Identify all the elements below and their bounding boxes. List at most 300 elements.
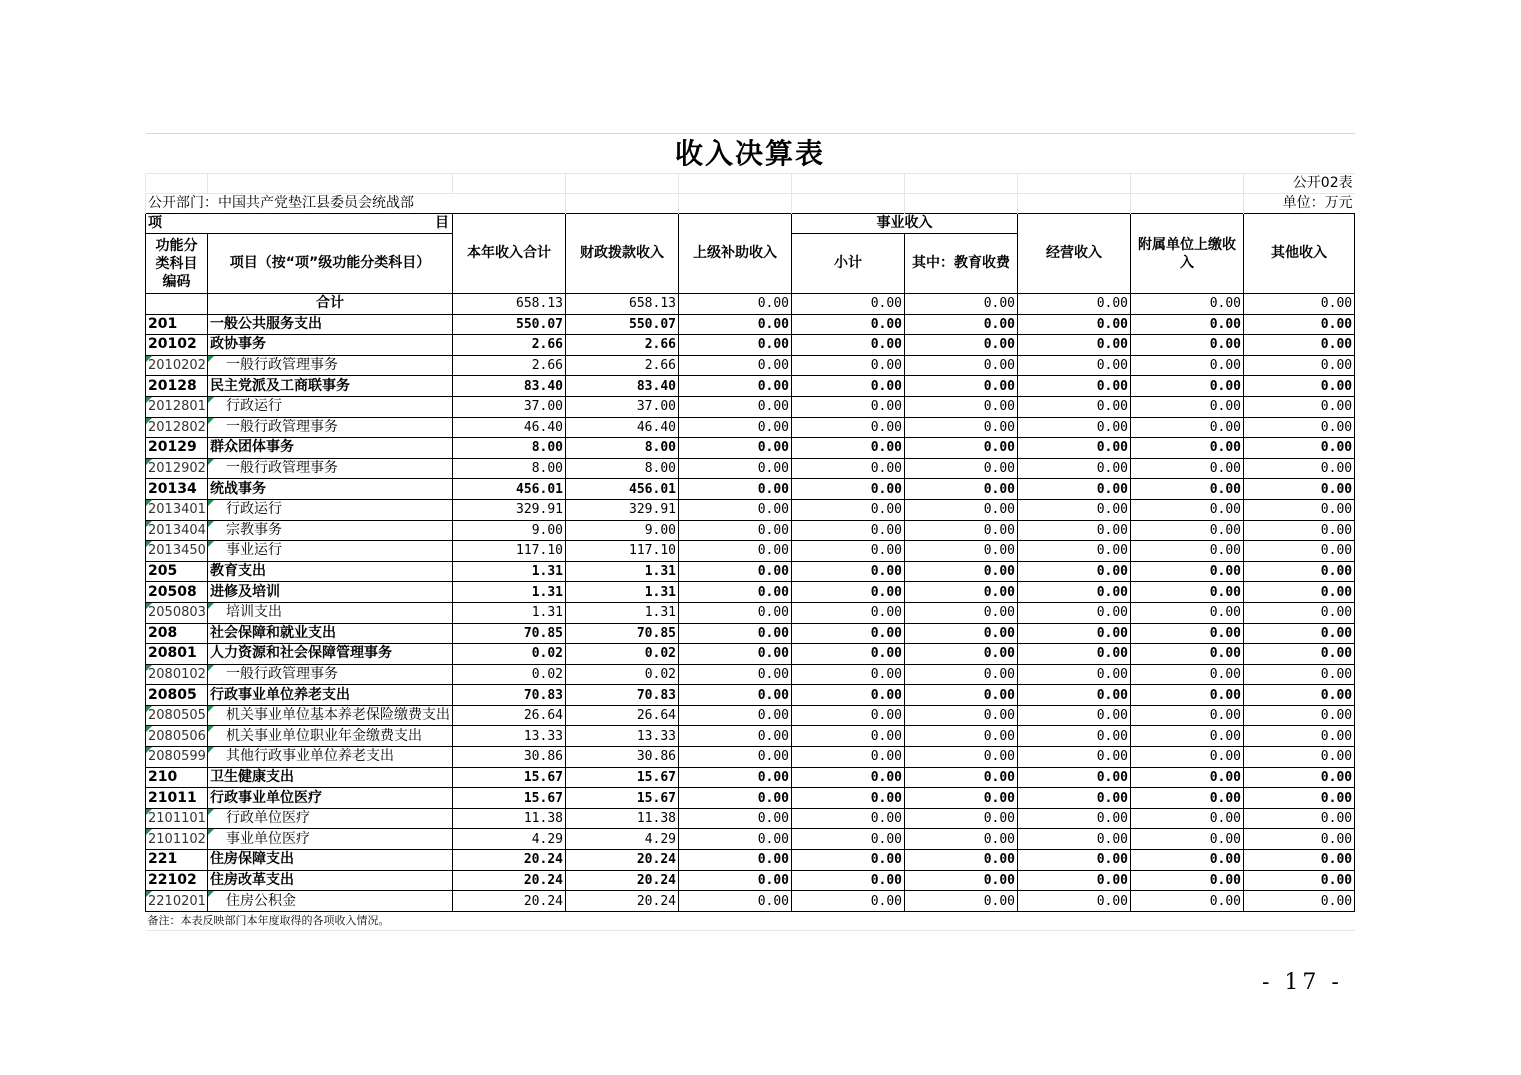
table-title: 收入决算表 xyxy=(146,134,1355,174)
row-value: 0.00 xyxy=(1244,417,1355,438)
table-row xyxy=(146,314,1355,335)
row-code: 20102 xyxy=(146,335,208,356)
row-value: 37.00 xyxy=(566,396,679,417)
row-value: 0.00 xyxy=(905,417,1018,438)
row-value: 0.00 xyxy=(905,747,1018,768)
row-value: 0.00 xyxy=(792,479,905,500)
row-value: 1.31 xyxy=(453,582,566,603)
row-value: 0.02 xyxy=(453,644,566,665)
row-value: 0.00 xyxy=(1244,664,1355,685)
row-value: 658.13 xyxy=(453,294,566,315)
row-value: 83.40 xyxy=(453,376,566,397)
row-name: 住房保障支出 xyxy=(208,850,453,871)
row-value: 0.00 xyxy=(1244,747,1355,768)
row-value: 0.00 xyxy=(905,582,1018,603)
row-value: 0.00 xyxy=(1244,891,1355,912)
row-value: 0.00 xyxy=(792,829,905,850)
row-code: 2012802 xyxy=(146,417,208,438)
table-row xyxy=(146,479,1355,500)
row-value: 0.00 xyxy=(792,314,905,335)
row-name: 宗教事务 xyxy=(208,520,453,541)
table-row xyxy=(146,623,1355,644)
table-row xyxy=(146,602,1355,623)
row-code: 2080506 xyxy=(146,726,208,747)
row-value: 0.00 xyxy=(679,582,792,603)
row-value: 658.13 xyxy=(566,294,679,315)
row-name: 人力资源和社会保障管理事务 xyxy=(208,644,453,665)
row-code: 201 xyxy=(146,314,208,335)
row-value: 0.00 xyxy=(679,294,792,315)
table-body xyxy=(146,294,1355,912)
row-value: 46.40 xyxy=(453,417,566,438)
row-name: 事业运行 xyxy=(208,541,453,562)
row-value: 70.85 xyxy=(566,623,679,644)
table-row xyxy=(146,438,1355,459)
table-row xyxy=(146,355,1355,376)
income-statement-sheet xyxy=(145,133,1354,931)
row-value: 0.00 xyxy=(905,561,1018,582)
row-value: 0.00 xyxy=(1018,747,1131,768)
table-header xyxy=(146,214,1355,294)
row-value: 0.00 xyxy=(792,623,905,644)
row-value: 0.00 xyxy=(679,314,792,335)
row-name: 住房公积金 xyxy=(208,891,453,912)
row-value: 0.00 xyxy=(905,644,1018,665)
table-row xyxy=(146,870,1355,891)
row-name: 机关事业单位基本养老保险缴费支出 xyxy=(208,705,453,726)
row-value: 0.00 xyxy=(1018,294,1131,315)
row-value: 0.00 xyxy=(1131,335,1244,356)
row-value: 0.02 xyxy=(566,664,679,685)
table-row xyxy=(146,335,1355,356)
table-row xyxy=(146,767,1355,788)
row-value: 70.83 xyxy=(453,685,566,706)
row-value: 0.00 xyxy=(905,705,1018,726)
row-value: 0.00 xyxy=(905,314,1018,335)
row-value: 15.67 xyxy=(453,767,566,788)
row-value: 0.00 xyxy=(905,870,1018,891)
row-value: 0.00 xyxy=(792,664,905,685)
row-value: 0.00 xyxy=(1131,376,1244,397)
row-name: 合计 xyxy=(208,294,453,315)
header-operating: 经营收入 xyxy=(1018,214,1131,294)
row-value: 0.00 xyxy=(1018,664,1131,685)
table-row xyxy=(146,644,1355,665)
income-table xyxy=(145,133,1355,931)
row-value: 0.00 xyxy=(1131,747,1244,768)
row-value: 1.31 xyxy=(566,602,679,623)
page-number: - 17 - xyxy=(1262,970,1343,995)
table-row xyxy=(146,582,1355,603)
row-name: 机关事业单位职业年金缴费支出 xyxy=(208,726,453,747)
row-value: 0.00 xyxy=(905,396,1018,417)
row-code: 22102 xyxy=(146,870,208,891)
row-value: 0.00 xyxy=(792,747,905,768)
row-name: 一般行政管理事务 xyxy=(208,458,453,479)
row-value: 0.00 xyxy=(1018,767,1131,788)
row-name: 教育支出 xyxy=(208,561,453,582)
row-value: 0.00 xyxy=(905,499,1018,520)
row-value: 456.01 xyxy=(566,479,679,500)
row-value: 70.85 xyxy=(453,623,566,644)
table-row xyxy=(146,396,1355,417)
row-value: 0.00 xyxy=(1131,396,1244,417)
row-code: 2080599 xyxy=(146,747,208,768)
header-total: 本年收入合计 xyxy=(453,214,566,294)
row-value: 0.00 xyxy=(679,541,792,562)
row-code: 2210201 xyxy=(146,891,208,912)
row-value: 20.24 xyxy=(566,891,679,912)
row-value: 0.00 xyxy=(1244,767,1355,788)
row-value: 0.00 xyxy=(905,376,1018,397)
row-code: 20134 xyxy=(146,479,208,500)
row-code: 2013404 xyxy=(146,520,208,541)
row-value: 0.00 xyxy=(1244,788,1355,809)
row-code: 205 xyxy=(146,561,208,582)
row-value: 0.02 xyxy=(566,644,679,665)
row-value: 0.00 xyxy=(1131,891,1244,912)
row-value: 0.00 xyxy=(1244,561,1355,582)
row-code: 20801 xyxy=(146,644,208,665)
row-value: 26.64 xyxy=(453,705,566,726)
row-value: 0.00 xyxy=(1244,396,1355,417)
row-value: 0.00 xyxy=(1244,726,1355,747)
row-value: 0.00 xyxy=(1244,602,1355,623)
row-value: 0.00 xyxy=(905,891,1018,912)
row-value: 20.24 xyxy=(566,870,679,891)
header-other: 其他收入 xyxy=(1244,214,1355,294)
table-note: 备注：本表反映部门本年度取得的各项收入情况。 xyxy=(146,911,1355,930)
row-value: 20.24 xyxy=(566,850,679,871)
row-value: 0.00 xyxy=(1018,396,1131,417)
row-value: 0.00 xyxy=(1131,438,1244,459)
row-value: 0.00 xyxy=(792,294,905,315)
row-value: 0.00 xyxy=(1131,623,1244,644)
row-value: 0.00 xyxy=(1018,726,1131,747)
row-name: 行政运行 xyxy=(208,499,453,520)
row-value: 0.00 xyxy=(792,808,905,829)
row-value: 0.00 xyxy=(1244,870,1355,891)
row-name: 统战事务 xyxy=(208,479,453,500)
row-value: 20.24 xyxy=(453,870,566,891)
row-value: 8.00 xyxy=(566,458,679,479)
row-value: 0.00 xyxy=(1131,767,1244,788)
row-value: 0.00 xyxy=(792,396,905,417)
row-value: 0.00 xyxy=(679,602,792,623)
row-value: 0.00 xyxy=(1244,541,1355,562)
table-row xyxy=(146,685,1355,706)
row-value: 9.00 xyxy=(453,520,566,541)
row-value: 0.00 xyxy=(792,685,905,706)
row-value: 13.33 xyxy=(566,726,679,747)
row-value: 0.00 xyxy=(679,376,792,397)
row-value: 0.00 xyxy=(1131,520,1244,541)
row-value: 15.67 xyxy=(453,788,566,809)
row-value: 0.00 xyxy=(792,438,905,459)
row-value: 0.00 xyxy=(905,829,1018,850)
row-value: 0.00 xyxy=(679,726,792,747)
row-value: 0.00 xyxy=(905,541,1018,562)
header-business: 事业收入 xyxy=(792,214,1018,234)
row-value: 0.00 xyxy=(1244,376,1355,397)
row-value: 0.02 xyxy=(453,664,566,685)
row-value: 8.00 xyxy=(453,438,566,459)
row-value: 0.00 xyxy=(1018,561,1131,582)
row-value: 0.00 xyxy=(1131,685,1244,706)
row-value: 0.00 xyxy=(1018,705,1131,726)
row-value: 0.00 xyxy=(1018,788,1131,809)
row-value: 13.33 xyxy=(453,726,566,747)
row-value: 0.00 xyxy=(1018,541,1131,562)
row-value: 2.66 xyxy=(566,355,679,376)
row-value: 0.00 xyxy=(1244,479,1355,500)
row-value: 0.00 xyxy=(679,458,792,479)
row-value: 11.38 xyxy=(566,808,679,829)
row-value: 0.00 xyxy=(679,705,792,726)
row-value: 329.91 xyxy=(453,499,566,520)
row-value: 20.24 xyxy=(453,891,566,912)
table-row xyxy=(146,417,1355,438)
row-value: 0.00 xyxy=(1131,726,1244,747)
row-value: 0.00 xyxy=(1018,355,1131,376)
department-label: 公开部门：中国共产党垫江县委员会统战部 xyxy=(146,194,566,214)
row-value: 0.00 xyxy=(1244,685,1355,706)
row-value: 0.00 xyxy=(1244,355,1355,376)
row-value: 0.00 xyxy=(1131,479,1244,500)
row-value: 0.00 xyxy=(792,355,905,376)
row-name: 群众团体事务 xyxy=(208,438,453,459)
row-value: 0.00 xyxy=(905,767,1018,788)
row-name: 一般行政管理事务 xyxy=(208,355,453,376)
row-value: 0.00 xyxy=(679,438,792,459)
row-value: 0.00 xyxy=(1018,602,1131,623)
row-value: 0.00 xyxy=(905,788,1018,809)
header-func-code: 功能分类科目编码 xyxy=(146,234,208,294)
row-value: 0.00 xyxy=(905,623,1018,644)
row-value: 0.00 xyxy=(1018,582,1131,603)
row-value: 4.29 xyxy=(453,829,566,850)
table-row xyxy=(146,850,1355,871)
row-value: 0.00 xyxy=(679,499,792,520)
row-value: 0.00 xyxy=(1131,870,1244,891)
table-row xyxy=(146,726,1355,747)
row-value: 0.00 xyxy=(1018,520,1131,541)
row-value: 0.00 xyxy=(905,808,1018,829)
row-value: 0.00 xyxy=(792,499,905,520)
row-value: 0.00 xyxy=(679,685,792,706)
row-value: 0.00 xyxy=(679,623,792,644)
row-value: 0.00 xyxy=(1018,314,1131,335)
row-code: 20128 xyxy=(146,376,208,397)
row-value: 0.00 xyxy=(792,891,905,912)
row-code: 2012801 xyxy=(146,396,208,417)
header-affiliated: 附属单位上缴收入 xyxy=(1131,214,1244,294)
row-value: 0.00 xyxy=(679,479,792,500)
row-value: 0.00 xyxy=(905,438,1018,459)
row-value: 0.00 xyxy=(1018,891,1131,912)
row-value: 0.00 xyxy=(792,644,905,665)
row-value: 8.00 xyxy=(566,438,679,459)
table-row xyxy=(146,561,1355,582)
row-code: 2080102 xyxy=(146,664,208,685)
row-value: 0.00 xyxy=(1244,582,1355,603)
row-value: 0.00 xyxy=(905,355,1018,376)
row-value: 30.86 xyxy=(566,747,679,768)
row-value: 0.00 xyxy=(1131,499,1244,520)
header-edu: 其中：教育收费 xyxy=(905,234,1018,294)
row-value: 0.00 xyxy=(1018,829,1131,850)
row-value: 0.00 xyxy=(1244,623,1355,644)
row-code: 208 xyxy=(146,623,208,644)
row-code: 2050803 xyxy=(146,602,208,623)
row-name: 培训支出 xyxy=(208,602,453,623)
row-value: 0.00 xyxy=(1244,294,1355,315)
header-item: 项 xyxy=(148,215,162,231)
row-value: 0.00 xyxy=(679,747,792,768)
row-value: 0.00 xyxy=(1131,644,1244,665)
row-name: 行政运行 xyxy=(208,396,453,417)
row-value: 26.64 xyxy=(566,705,679,726)
table-row xyxy=(146,294,1355,315)
row-value: 1.31 xyxy=(453,561,566,582)
row-value: 0.00 xyxy=(1018,335,1131,356)
row-value: 329.91 xyxy=(566,499,679,520)
row-value: 0.00 xyxy=(1018,644,1131,665)
row-value: 0.00 xyxy=(679,767,792,788)
row-value: 0.00 xyxy=(679,850,792,871)
row-value: 0.00 xyxy=(1131,850,1244,871)
row-value: 0.00 xyxy=(1244,644,1355,665)
table-row xyxy=(146,747,1355,768)
unit-label: 单位：万元 xyxy=(1244,194,1355,214)
row-code: 2013401 xyxy=(146,499,208,520)
row-value: 0.00 xyxy=(1131,602,1244,623)
row-value: 8.00 xyxy=(453,458,566,479)
row-value: 0.00 xyxy=(792,850,905,871)
row-name: 其他行政事业单位养老支出 xyxy=(208,747,453,768)
row-value: 0.00 xyxy=(792,561,905,582)
row-name: 民主党派及工商联事务 xyxy=(208,376,453,397)
header-subtotal: 小计 xyxy=(792,234,905,294)
row-value: 0.00 xyxy=(792,335,905,356)
row-value: 0.00 xyxy=(1244,335,1355,356)
row-value: 0.00 xyxy=(1018,479,1131,500)
row-value: 0.00 xyxy=(1018,870,1131,891)
row-value: 1.31 xyxy=(566,561,679,582)
table-row xyxy=(146,808,1355,829)
row-code: 2101101 xyxy=(146,808,208,829)
row-name: 社会保障和就业支出 xyxy=(208,623,453,644)
row-value: 0.00 xyxy=(1018,417,1131,438)
row-value: 456.01 xyxy=(453,479,566,500)
row-value: 0.00 xyxy=(1018,499,1131,520)
row-value: 0.00 xyxy=(679,870,792,891)
table-row xyxy=(146,664,1355,685)
row-value: 0.00 xyxy=(1131,582,1244,603)
row-value: 0.00 xyxy=(905,685,1018,706)
row-value: 0.00 xyxy=(792,417,905,438)
row-value: 0.00 xyxy=(1018,376,1131,397)
row-value: 0.00 xyxy=(1131,788,1244,809)
row-value: 0.00 xyxy=(792,458,905,479)
row-value: 0.00 xyxy=(1018,458,1131,479)
row-code: 221 xyxy=(146,850,208,871)
row-value: 0.00 xyxy=(679,808,792,829)
row-value: 0.00 xyxy=(1131,417,1244,438)
header-superior: 上级补助收入 xyxy=(679,214,792,294)
row-value: 0.00 xyxy=(1244,829,1355,850)
row-value: 0.00 xyxy=(792,602,905,623)
row-value: 2.66 xyxy=(453,355,566,376)
header-project: 项目（按“项”级功能分类科目） xyxy=(208,234,453,294)
table-row xyxy=(146,705,1355,726)
row-value: 117.10 xyxy=(453,541,566,562)
row-value: 0.00 xyxy=(679,788,792,809)
row-name: 住房改革支出 xyxy=(208,870,453,891)
row-value: 117.10 xyxy=(566,541,679,562)
row-value: 0.00 xyxy=(1244,808,1355,829)
row-value: 0.00 xyxy=(1018,808,1131,829)
row-value: 0.00 xyxy=(792,541,905,562)
row-value: 15.67 xyxy=(566,767,679,788)
header-item2: 目 xyxy=(435,215,449,231)
row-name: 行政事业单位养老支出 xyxy=(208,685,453,706)
row-value: 1.31 xyxy=(453,602,566,623)
row-value: 0.00 xyxy=(792,376,905,397)
row-value: 0.00 xyxy=(679,396,792,417)
row-value: 0.00 xyxy=(792,705,905,726)
table-row xyxy=(146,788,1355,809)
row-value: 0.00 xyxy=(792,520,905,541)
row-value: 0.00 xyxy=(905,602,1018,623)
row-value: 70.83 xyxy=(566,685,679,706)
row-code: 2012902 xyxy=(146,458,208,479)
row-value: 0.00 xyxy=(792,726,905,747)
row-value: 0.00 xyxy=(1131,561,1244,582)
form-number: 公开02表 xyxy=(1244,174,1355,194)
row-code: 21011 xyxy=(146,788,208,809)
row-value: 0.00 xyxy=(1244,314,1355,335)
row-value: 0.00 xyxy=(905,458,1018,479)
row-code: 2080505 xyxy=(146,705,208,726)
row-code: 2013450 xyxy=(146,541,208,562)
row-name: 一般公共服务支出 xyxy=(208,314,453,335)
row-value: 2.66 xyxy=(453,335,566,356)
table-row xyxy=(146,891,1355,912)
row-value: 11.38 xyxy=(453,808,566,829)
row-value: 550.07 xyxy=(566,314,679,335)
row-value: 0.00 xyxy=(792,870,905,891)
row-value: 0.00 xyxy=(679,520,792,541)
table-row xyxy=(146,520,1355,541)
row-name: 行政单位医疗 xyxy=(208,808,453,829)
row-code: 2010202 xyxy=(146,355,208,376)
table-row xyxy=(146,376,1355,397)
row-value: 0.00 xyxy=(679,829,792,850)
row-value: 0.00 xyxy=(792,767,905,788)
row-code: 20129 xyxy=(146,438,208,459)
row-value: 0.00 xyxy=(905,335,1018,356)
row-value: 9.00 xyxy=(566,520,679,541)
row-value: 0.00 xyxy=(905,726,1018,747)
row-value: 0.00 xyxy=(1131,541,1244,562)
row-value: 0.00 xyxy=(679,664,792,685)
row-value: 0.00 xyxy=(905,664,1018,685)
row-value: 0.00 xyxy=(1131,294,1244,315)
row-code: 2101102 xyxy=(146,829,208,850)
row-value: 0.00 xyxy=(679,891,792,912)
table-row xyxy=(146,541,1355,562)
